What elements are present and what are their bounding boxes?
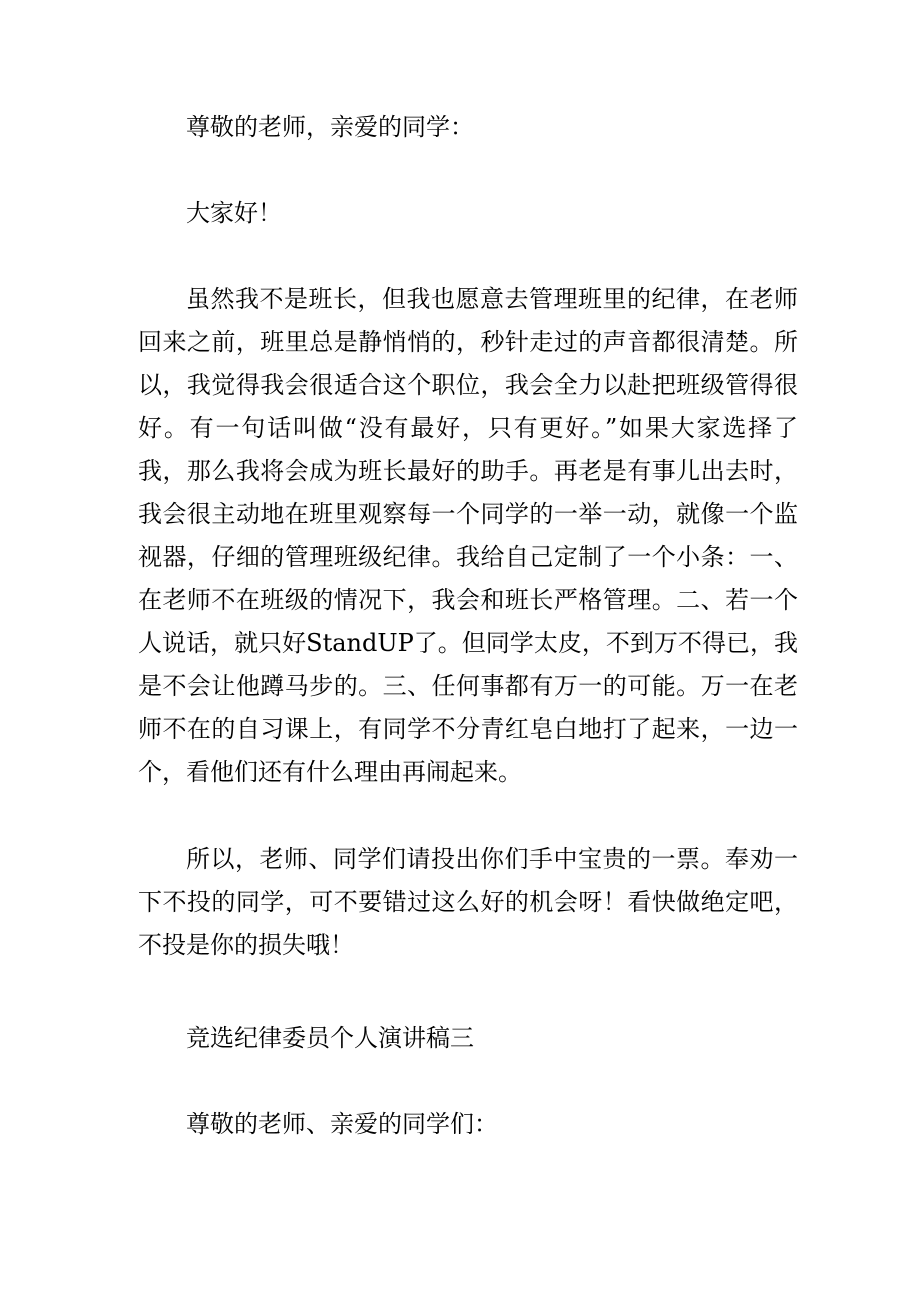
body-paragraph: 虽然我不是班长，但我也愿意去管理班里的纪律，在老师回来之前，班里总是静悄悄的，秒针走过的声音都很清楚。所以，我觉得我会很适合这个职位，我会全力以赴把班级管得很好。有一句话叫做“没有最好，只有更好。”如果大家选择了我，那么我将会成为班长最好的助手。再老是有事儿出去时，我会很主动地在班里观察每一个同学的一举一动，就像一个监视器，仔细的管理班级纪律。我给自己定制了一个小条：一、在老师不在班级的情况下，我会和班长严格管理。二、若一个人说话，就只好StandUP了。但同学太皮，不到万不得已，我是不会让他蹲马步的。三、任何事都有万一的可能。万一在老师不在的自习课上，有同学不分青红皂白地打了起来，一边一个，看他们还有什么理由再闹起来。: [138, 285, 798, 786]
greeting: 大家好！: [186, 199, 282, 227]
salutation-second: 尊敬的老师、亲爱的同学们：: [186, 1110, 498, 1138]
section-title: 竞选纪律委员个人演讲稿三: [186, 1024, 474, 1052]
closing-paragraph: 所以，老师、同学们请投出你们手中宝贵的一票。奉劝一下不投的同学，可不要错过这么好的机会呀！看快做绝定吧，不投是你的损失哦！: [138, 845, 798, 959]
salutation: 尊敬的老师，亲爱的同学：: [186, 113, 474, 141]
